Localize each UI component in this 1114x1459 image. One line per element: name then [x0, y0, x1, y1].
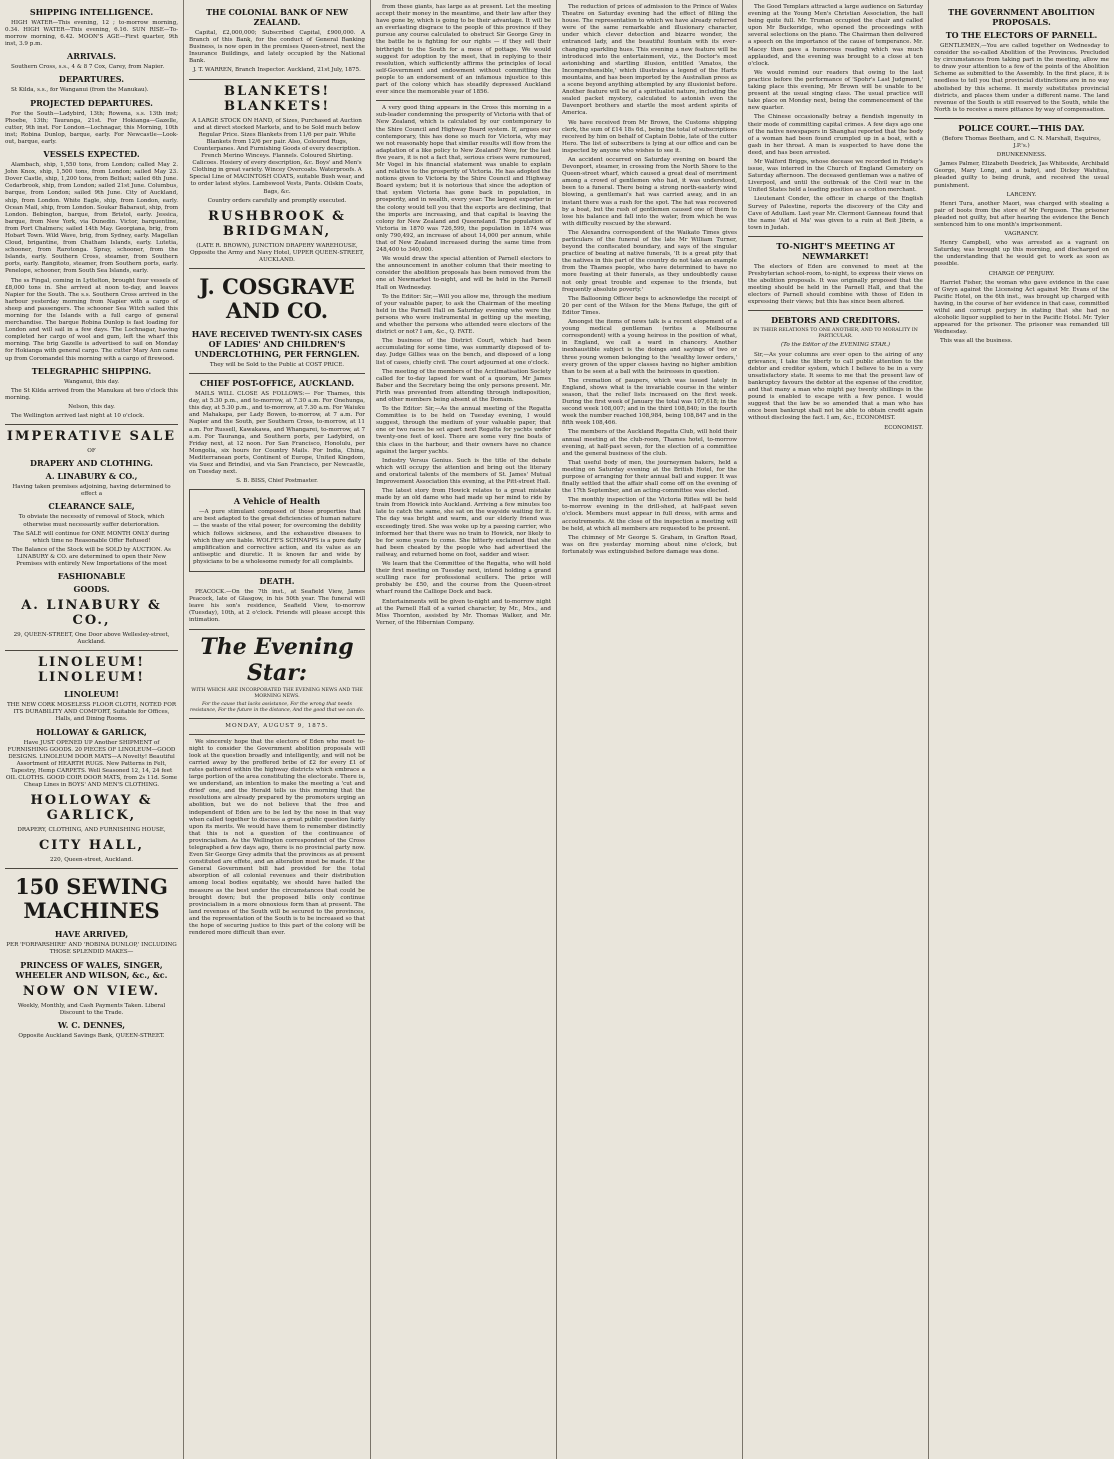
article-singing-class: We would remind our readers that owing to the last practice before the performance of 'Spohr's Last Judgment,' taking place this evening, Mr Brown will be unable to be present at the usual singing class. The usual practice will take place on Monday next, being the commencement of the new quarter. — [748, 69, 923, 112]
sewing-payments: Weekly, Monthly, and Cash Payments Taken. Liberal Discount to the Trade. — [17, 1002, 166, 1016]
projected-heading: PROJECTED DEPARTURES. — [30, 97, 153, 108]
vessels-heading: VESSELS EXPECTED. — [43, 149, 140, 160]
ad-text-3: The SALE will continue for ONE MONTH ONLY during which time no Reasonable Offer Refused! — [13, 530, 170, 544]
debtors-subheading: IN THEIR RELATIONS TO ONE ANOTHER, AND TO MORALITY IN PARTICULAR. — [753, 328, 918, 340]
holloway-name: HOLLOWAY & GARLICK, — [36, 726, 147, 737]
blankets-note: Country orders carefully and promptly executed. — [207, 197, 347, 204]
cosgrave-note: They will be Sold to the Public at COST PRICE. — [209, 361, 345, 368]
drunkenness-heading: DRUNKENNESS. — [996, 152, 1047, 159]
linoleum-heading: LINOLEUM! LINOLEUM! — [38, 655, 145, 686]
vagrancy-text: Henry Campbell, who was arrested as a vagrant on Saturday, was brought up this morning, and discharged on the understanding that he would get to work as soon as possible. — [934, 240, 1109, 268]
linoleum-text: THE NEW CORK MOSELESS FLOOR CLOTH, NOTED FOR ITS DURABILITY AND COMFORT, Suitable for Offices, Halls, and Dining Rooms. — [6, 702, 177, 723]
article-sculling: We learn that the Committee of the Regatta, who will hold their first meeting on Tuesday next, intend holding a grand sculling race for professional scullers. The prize will probably be £50, and the course from the Queen-street wharf round the Calliope Dock and back. — [376, 561, 551, 596]
column-3 — [371, 0, 557, 1459]
city-hall-address: 220, Queen-street, Auckland. — [49, 857, 133, 864]
telegraphic: The St Kilda arrived from the Manukau at two o'clock this morning. — [5, 387, 178, 401]
electors-parnell-heading: TO THE ELECTORS OF PARNELL. — [945, 30, 1098, 40]
column-5 — [743, 0, 929, 1459]
perjury-heading: CHARGE OF PERJURY. — [988, 270, 1055, 277]
police-court-bench: (Before Thomas Beetham, and C. N. Marshall, Esquires, J.P.'s.) — [942, 135, 1101, 150]
fashionable-heading: FASHIONABLE — [57, 571, 126, 582]
drapery-heading: DRAPERY AND CLOTHING. — [30, 458, 153, 469]
linabury-name: A. LINABURY & CO., — [45, 471, 138, 482]
article-good-templars: The Good Templars attracted a large audience on Saturday evening at the Young Men's Christian Association, the hall being quite full. Mr. Truman occupied the chair and called upon Mr Buckeridge, who opened the proceedings with several selections on the piano. The Chairman then delivered a speech on the importance of the cause of temperance. Mr. Macey then gave a humorous reading which was much applauded, and the evening was brought to a close at ten o'clock. — [748, 4, 923, 67]
linabury-name-2: A. LINABURY & CO., — [21, 598, 162, 629]
linabury-address: 29, QUEEN-STREET, One Door above Wellesley-street, Auckland. — [13, 632, 170, 646]
article-fund: We have received from Mr Brown, the Customs shipping clerk, the sum of £14 18s 6d., being the total of subscriptions received by him on behalf of Captain Dobie, late of the cutter Hero. The list of subscribers is lying at our office and can be inspected by anyone who wishes to see it. — [562, 119, 737, 154]
divider — [748, 310, 923, 311]
divider — [189, 734, 365, 735]
post-office-text: MAILS WILL CLOSE AS FOLLOWS:— For Thames, this day, at 5.30 p.m., and to-morrow, at 7.30 a.m. For Onehunga, this day, at 5.30 p.m., and to-morrow, at 7.30 a.m. For Waiuku and Mahakapa, per Lady Bowen, to-morrow, at 7 a.m. For Napier and the South, per Southern Cross, to-morrow, at 11 a.m. For Russell, Kawakawa, and Whangarei, to-morrow, at 7 a.m. For Tauranga, and Southern ports, per Ladybird, on Friday next, at 12 noon. For San Francisco, Honolulu, per Mongolia, six hours for Country Mails. For India, China, Mediterranean ports, Continent of Europe, United Kingdom, via Suez and Brindisi, and via San Francisco, per Newcastle, on Tuesday next. — [189, 391, 365, 476]
article-entertainment: Entertainments will be given to-night and to-morrow night at the Parnell Hall of a varied character, by Mr., Mrs., and Miss Thornton, assisted by Mr. Thomas Walker, and Mr. Verner, of the Hibernian Company. — [376, 598, 551, 626]
meeting-text: The electors of Eden are convened to meet at the Presbyterian school-room, to-night, to express their views on the abolition proposals. It was originally proposed that the meeting should be held in the Parnell Hall, and that the electors of Parnell should combine with those of Eden in expressing their views; but this has since been altered. — [748, 263, 923, 306]
article-victoria: A very good thing appears in the Cross this morning in a sub-leader condemning the prosperity of Victoria with that of New Zealand, which is calculated by our contemporary to the Shire Council and Highway Board system. If, argues our contemporary, this has done so much for Victoria, why may we not reasonably hope that similar results will flow from the adaptation of a like policy to New Zealand? Now, for the last five years, it is not a fact that, serious crises were rumoured, Mr Vogel in his financial statement was unable to explain and relative to the prosperity of Victoria. He has adopted the notions given to Victoria by the Shire Council and Highway Board system; but it is notorious that since the adoption of that system Victoria has gone back in population, in prosperity, and in wealth, every year. The largest exporter in the colony would tell you that the exports are declining, that the imports are increasing, and that capital is leaving the colony for New Zealand and Queensland. The population of Victoria in 1870 was 726,599, the population in 1874 was only 790,492, an increase of about 14,000 per annum, while that of New Zealand increased during the same time from 248,400 to 340,000. — [376, 105, 551, 254]
article-bakers: That useful body of men, the journeymen bakers, held a meeting on Saturday evening at the British Hotel, for the purpose of arranging for their annual ball and supper. It was finally settled that the affair shall come off on the evening of the 17th September, and an acting-committee was elected. — [562, 459, 737, 495]
issue-date: MONDAY, AUGUST 9, 1875. — [225, 722, 329, 729]
telegraphic2-place: Nelson, this day. — [68, 403, 115, 410]
ad-text-4: The Balance of the Stock will be SOLD by AUCTION. As LINABURY & CO. are determined to open their New Premises with entirely New Importations of the most — [12, 546, 171, 567]
article-steamer: An accident occurred on Saturday evening on board the Devonport, steamer, in crossing from the North Shore to the Queen-street wharf, which caused a great deal of merriment among a crowd of gentlemen who had, it was understood, been to a funeral. There being a strong north-easterly wind blowing, a gentleman's hat was carried away, and in an instant there was a rush for the spot. The hat was recovered by a boat, but the rush of gentlemen caused one of them to lose his balance and fall into the water, from which he was with difficulty rescued by the steward. — [562, 156, 737, 227]
telegraphic2: The Wellington arrived last night at 10 o'clock. — [11, 413, 145, 420]
divider — [5, 868, 178, 869]
bank-signature: J. T. WARREN, Branch Inspector. Auckland, 21st July, 1875. — [193, 67, 361, 74]
leading-article: We sincerely hope that the electors of Eden who meet to-night to consider the Government abolition proposals will look at the question broadly and intelligently, and will not be carried away by the proffered bribe of £2 for every £1 of rates gathered within the highway districts which embrace a large portion of the area constituting the electorate. There is, we understand, an intention to make the meeting a 'cut and dried' one, and the Herald tells us this morning that the resolutions are already prepared by the promoters urging an abolition, but we do not believe that the free and independent of Eden are to be led by the nose in that way when called together to discuss a great public question fairly upon its merits. We would have them to remember distinctly that this is not a question of the continuance of provincialism. As the Wellington correspondent of the Cross telegraphed a few days ago, there is no provincial party now. Even Sir George Grey admits that the provinces as at present constituted are effete, and an alteration must be made. If the General Government bill had provided for the total absorption of all colonial revenues and their distribution among local bodies equitably, we should have hailed the measure as the best under the circumstances that could be brought down; but the proposed bills only continue provincialism in a more obnoxious form than at present. The land revenues of the South will be secured to the provinces, and the representation of the South is to be increased so that the hope of securing justice to this part of the colony will be rendered more difficult than ever. — [189, 738, 365, 937]
shipping-notes: The ss Fingal, coming in Lyttelton, brought four vessels of £8,000 tons in. She arrived at noon to-day, and leaves Napier for the South. The s.s. Southern Cross arrived in the harbour yesterday morning from Napier with a cargo of sheep and passengers. The schooner Sea Witch sailed this morning for the Islands with a full cargo of general merchandise. The barque Robina Dunlop is fast loading for London and will sail in a few days. The Lochnagar, having completed her cargo of wool and gum, left the wharf this morning. The brig Gazelle is advertised to sail on Monday for Hokianga with general cargo. The cutter Mary Ann came up from Coromandel this morning with a cargo of firewood. — [5, 277, 178, 362]
vehicle-of-health-box — [189, 489, 365, 572]
column-4 — [557, 0, 743, 1459]
departures: St Kilda, s.s., for Wanganui (from the Manukau). — [11, 87, 149, 94]
article-district-court: The business of the District Court, which had been accumulating for some time, was summarily disposed of to-day. Judge Gillies was on the bench, and disposed of a long list of cases, chiefly civil. The court adjourned at one o'clock. — [376, 338, 551, 366]
divider — [748, 236, 923, 237]
telegraphic-place: Wanganui, this day. — [63, 378, 120, 385]
article-walford-briggs: Mr Walford Briggs, whose decease we recorded in Friday's issue, was interred in the Church of England Cemetery on Saturday afternoon. The deceased gentleman was a native of Liverpool, and until the outbreak of the Civil war in the United States held a leading position as a cotton merchant. — [748, 158, 923, 194]
divider — [189, 268, 365, 269]
abolition-letter: GENTLEMEN,—You are called together on Wednesday to consider the so-called Abolition of the Provinces. Precluded by circumstances from taking part in the meeting, allow me to draw your attention to a few of the points of the Abolition Scheme as submitted to the Assembly. In the first place, it is needless to tell you that provincial distinctions are in no way abolished by this scheme. It merely substitutes provincial districts, and places them under a different name. The land revenue of the South is still reserved to the South, while the North is to receive a mere pittance by way of compensation. — [934, 43, 1109, 113]
now-on-view-heading: NOW ON VIEW. — [22, 983, 161, 999]
tides: HIGH WATER—This evening, 12 ; to-morrow morning, 0.34. HIGH WATER—This evening, 6.16. SUN RISE—To-morrow morning, 6.42. MOON'S AGE—First quarter, 9th inst, 3.9 p.m. — [5, 20, 178, 48]
bank-heading: THE COLONIAL BANK OF NEW ZEALAND. — [206, 7, 348, 27]
vessels: Alambach, ship, 1,550 tons, from London; called May 2. John Knox, ship, 1,500 tons, from London; sailed May 23. Dover Castle, ship, 1,200 tons, from Belfast; sailed 6th June. Cedarbrook, ship, from London; sailed 21st June. Columbus, barque, from London; sailed 9th June. City of Auckland, ship, from London. White Eagle, ship, from London, early. Ocean Mail, ship, from London. Soukar Babaraut, ship, from London. Bebington, barque, from Bristol, early. Jessica, barque, from New York, via Dunedin. Victor, barquentine, from Port Chalmers; sailed 14th May. Georgiana, brig, from Hobart Town. Wild Wave, brig, from Sydney, early. Magellan Cloud, brigantine, from Chatham Islands, early. Lutetia, schooner, from Rarotonga. Spray, schooner, from the Islands, early. Southern Cross, steamer, from Southern ports, early. Rangitoto, steamer, from Southern ports, early. Penelope, schooner, from South Sea Islands, early. — [5, 162, 178, 275]
post-office-heading: CHIEF POST-OFFICE, AUCKLAND. — [199, 378, 355, 389]
article-chinese: The Chinese occasionally betray a fiendish ingenuity in their mode of committing capital crimes. A few days ago one of the native newspapers in Shanghai reported that the body of a woman had been found crumpled up in a boat, with a gash in her throat. A man is suspected to have done the deed, and has been arrested. — [748, 114, 923, 156]
debtors-to-editor: (To the Editor of the EVENING STAR.) — [780, 342, 891, 349]
sewing-machines-heading: 150 SEWING MACHINES — [15, 874, 168, 924]
divider — [189, 629, 365, 630]
column-2 — [184, 0, 371, 1459]
perjury-text: Harriet Fisher, the woman who gave evidence in the case of Gwyn against the Licensing Act against Mr. Evans of the Pacific Hotel, on the 6th inst., was brought up charged with having, in the course of her evidence in that case, committed wilful and corrupt perjury in stating that she had no alcoholic liquor supplied to her in the Pacific Hotel. Mr. Tyler appeared for the prisoner. The prisoner was remanded till Wednesday. — [934, 279, 1109, 336]
bank-text: Capital, £2,000,000; Subscribed Capital, £900,000. A Branch of this Bank, for the conduct of General Banking Business, is now open in the premises Queen-street, next the Insurance Buildings, and lately occupied by the National Bank. — [189, 30, 365, 65]
divider — [5, 650, 178, 651]
telegraphic-heading: TELEGRAPHIC SHIPPING. — [31, 365, 152, 376]
departures-heading: DEPARTURES. — [58, 74, 125, 85]
article-adullam: Lieutenant Conder, the officer in charge of the English Survey of Palestine, reports the discovery of the City and Cave of Adullam. Last year Mr. Clermont Ganneau found that the name 'Aid el Ma' was given to a ruin at Beit Jibrin, a town in Judah. — [748, 196, 923, 231]
imperative-sale-heading: IMPERATIVE SALE — [6, 429, 177, 445]
ad-text-2: To obviate the necessity of removal of Stock, which otherwise must necessarily suffer deterioration. — [18, 514, 165, 528]
debtors-letter: Sir,—As your columns are ever open to the airing of any grievance, I take the liberty to call public attention to the debtor and creditor system, which I believe to be in a very unsatisfactory state. It seems to me that the present law of bankruptcy favours the debtor at the expense of the creditor, and that many a man who might pay twenty shillings in the pound is enabled to escape with a few pence. I would suggest that the law be so amended that a man who has once been bankrupt shall not be able to obtain credit again without disclosing the fact. I am, &c., ECONOMIST. — [748, 351, 923, 422]
linoleum-subheading: LINOLEUM! — [64, 689, 119, 700]
linoleum-text-2: Have JUST OPENED UP Another SHIPMENT of FURNISHING GOODS. 20 PIECES OF LINOLEUM—GOOD DESIGNS. LINOLEUM DOOR MATS—A Novelty! Beautiful Assortment of HEARTH RUGS. New Patterns in Felt, Tapestry, Hemp CARPETS. Well Seasoned 12, 14, 24 feet OIL CLOTHS. GOOD COIR DOOR MATS, from 2s 11d. Some Cheap Lines in BOYS' AND MEN'S CLOTHING. — [5, 739, 178, 789]
shipping-heading: SHIPPING INTELLIGENCE. — [29, 7, 154, 17]
of-label: OF — [87, 448, 96, 455]
masthead-motto: For the cause that lacks assistance, For the wrong that needs resistance, For the future in the distance, And the good that we can do. — [189, 701, 365, 713]
rushbrook-name: RUSHBROOK & BRIDGMAN, — [208, 208, 346, 239]
closing-line: This was all the business. — [940, 338, 1013, 345]
clearance-heading: CLEARANCE SALE, — [48, 501, 135, 512]
blankets-text: A LARGE STOCK ON HAND, of Sizes, Purchased at Auction and at direct stocked Markets, and to be Sold much below Regular Price. Sizes Blankets from 11/6 per pair. White Blankets from 12/6 per pair. Also, Coloured Rugs, Counterpanes. And Furnishing Goods of every description. French Merino Winceys. Flannels. Coloured Shirting. Calicoes. Hosiery of every description, &c. Boys' and Men's Clothing in great variety. Wincey Overcoats. Waterproofs. A Special Line of MACINTOSH COATS, suitable Bush wear, and to order latest styles. Lambswool Vests, Pants. Oilskin Coats, Bags, &c. — [189, 117, 365, 195]
abolition-heading: THE GOVERNMENT ABOLITION PROPOSALS. — [948, 7, 1095, 27]
divider — [189, 718, 365, 719]
article-electors: We would draw the special attention of Parnell electors to the announcement in another column that their meeting to consider the abolition proposals has been removed from the one at Newmarket to-night, and will be held in the Parnell Hall on Wednesday. — [376, 256, 551, 291]
blankets-heading: BLANKETS! BLANKETS! — [223, 83, 331, 114]
article-alexandra: The Alexandra correspondent of the Waikato Times gives particulars of the funeral of the late Mr William Turner, beyond the confiscated boundary, and says of the singular practice of beating at native funerals, 'It is a great pity that the natives in this part of the country do not take an example from the Thames people, who have determined to have no more feasting at their funerals, as they undoubtedly cause not only great trouble and expense to the friends, but frequently absolute poverty.' — [562, 229, 737, 293]
dennes-address: Opposite Auckland Savings Bank, QUEEN-STREET. — [18, 1032, 165, 1039]
larceny-text: Henri Tura, another Maori, was charged with stealing a pair of boots from the store of Mr Ferguson. The prisoner pleaded not guilty, but after hearing the evidence the Bench sentenced him to one month's imprisonment. — [934, 200, 1109, 228]
vehicle-heading: A Vehicle of Health — [233, 496, 321, 507]
article-ballooning: The Ballooning Officer begs to acknowledge the receipt of 20 per cent of the Wilson for the Mens Refuge, the gift of Editor Times. — [562, 295, 737, 316]
article-elopement: Amongst the items of news talk is a recent elopement of a young medical gentleman (writes a Melbourne correspondent) with a young heiress in the position of what, in England, we call a ward in chancery. Another inexhaustible subject is the doings and sayings of two or three young women belonging to the 'wealthy lower orders,' every grown of the upper classes having no higher ambition than to be seen at a ball with the heiresses in question. — [562, 319, 737, 375]
goods-heading: GOODS. — [73, 584, 110, 595]
sewing-arrived: HAVE ARRIVED, — [54, 929, 129, 940]
post-office-signature: S. B. BISS, Chief Postmaster. — [236, 478, 318, 485]
divider — [5, 424, 178, 425]
debtors-signature: ECONOMIST. — [884, 424, 923, 431]
masthead-subtitle: WITH WHICH ARE INCORPORATED THE EVENING NEWS AND THE MORNING NEWS. — [191, 687, 363, 699]
column-1 — [0, 0, 184, 1459]
divider — [934, 118, 1109, 119]
divider — [376, 100, 551, 101]
debtors-heading: DEBTORS AND CREDITORS. — [771, 315, 900, 326]
article-theatre: The reduction of prices of admission to the Prince of Wales Theatre on Saturday evening had the effect of filling the house. The representation to which we have already referred were of the same remarkable and illusionary character, under which clever detection and bizarre wonder, the entranced lady, and the beautiful fountain with its ever-changing sparkling hues. This evening a new feature will be introduced into the entertainment, viz., the Doctor's most astonishing and startling illusion, entitled 'Amatos, the Incomprehensible,' which illustrates a legend of the Harts mountains, and has been imported by the Australian press as a scene beyond anything attempted by any illusionist before. Another feature will be of a spiritualist nature, including the sealed packet mystery, calculated to astonish even the Davenport brothers and startle the most ardent spirits of America. — [562, 4, 737, 117]
cosgrave-subheading: HAVE RECEIVED TWENTY-SIX CASES OF LADIES' AND CHILDREN'S UNDERCLOTHING, PER FERNGLEN. — [191, 328, 363, 359]
holloway-name-2: HOLLOWAY & GARLICK, — [30, 793, 153, 824]
divider — [189, 373, 365, 374]
sewing-text: PER 'FORFARSHIRE' AND 'ROBINA DUNLOP,' INCLUDING THOSE SPLENDID MAKES— — [6, 942, 177, 956]
ad-text-1: Having taken premises adjoining, having determined to effect a — [12, 484, 171, 498]
larceny-heading: LARCENY. — [1006, 191, 1037, 198]
death-heading: DEATH. — [259, 576, 295, 587]
sewing-makes: PRINCESS OF WALES, SINGER, WHEELER AND WILSON, &c., &c. — [15, 959, 168, 980]
police-court-heading: POLICE COURT.—THIS DAY. — [958, 122, 1085, 133]
article-howick: The latest story from Howick relates to a great mistake made by an old dame who had made up her mind to ride by train from Howick into Auckland. Arriving a few minutes too late to catch the same, she sat on the wayside waiting for it. The day was bright and warm, and our elderly friend was exceedingly tired. She was woke up by a passing carrier, who informed her that there was no train to Howick, nor likely to be for some years to come. She bitterly exclaimed that she had been cheated by the people who had advertised the railway, and returned home on foot, sadder and wiser. — [376, 488, 551, 558]
article-letter: To the Editor: Sir,—Will you allow me, through the medium of your valuable paper, to ask the Chairman of the meeting held in the Parnell Hall on Saturday evening who were the persons who were instrumental in getting up the meeting, and whether the persons who attended were electors of the district or not? I am, &c., Q. FATE. — [376, 293, 551, 336]
projected: For the South—Ladybird, 13th; Rowena, s.s. 13th inst; Phoebe, 13th; Tauranga, 21st. For Hokianga—Gazelle, cutter, 9th inst. For London—Lochnagar, this Morning, 10th inst; Robina Dunlop, barque, early. For Newcastle—Look-out, barque, early. — [5, 110, 178, 145]
article-acclimatisation: The meeting of the members of the Acclimatisation Society called for to-day lapsed for want of a quorum, Mr James Baber and the Secretary being the only persons present. Mr. Firth was prevented from attending through indisposition, and other members being absent at the Domain. — [376, 368, 551, 403]
article-rifles: The monthly inspection of the Victoria Rifles will be held to-morrow evening in the drill-shed, at half-past seven o'clock. Members must appear in full dress, with arms and accoutrements. At the close of the inspection a meeting will be held, at which all members are requested to be present. — [562, 497, 737, 532]
column-6 — [929, 0, 1114, 1459]
death-text: PEACOCK.—On the 7th inst., at Seafield View, James Peacock, late of Glasgow, in his 50th year. The funeral will leave his son's residence, Seafield View, to-morrow (Tuesday), 10th, at 2 o'clock. Friends will please accept this intimation. — [189, 589, 365, 624]
city-hall-heading: CITY HALL, — [38, 838, 145, 854]
article-regatta-letter: To the Editor: Sir,—As the annual meeting of the Regatta Committee is to be held on Tuesday evening, I would suggest, through the medium of your valuable paper, that one or two races be set apart next Regatta for yachts under twenty-one feet of keel. There are some very fine boats of this class in the harbour, and their owners have no chance against the larger yachts. — [376, 406, 551, 455]
article-chimney: The chimney of Mr George S. Graham, in Grafton Road, was on fire yesterday morning about nine o'clock, but fortunately was extinguished before damage was done. — [562, 534, 737, 555]
arrivals-heading: ARRIVALS. — [67, 51, 116, 62]
drunkenness-text: James Palmer, Elizabeth Deedrick, Jas Whiteside, Archibald George, Mary Long, and a babyl, and Dickey Wahitua, pleaded guilty to being drunk, and received the usual punishment. — [934, 161, 1109, 189]
meeting-heading: TO-NIGHT'S MEETING AT NEWMARKET! — [776, 240, 895, 261]
dennes-name: W. C. DENNES, — [57, 1019, 126, 1030]
rushbrook-subheading: (LATE R. BROWN), JUNCTION DRAPERY WAREHOUSE, Opposite the Army and Navy Hotel, UPPER QUEEN-STREET, AUCKLAND. — [190, 242, 364, 263]
holloway-subheading: DRAPERY, CLOTHING, AND FURNISHING HOUSE, — [17, 827, 166, 834]
vehicle-text: —A pure stimulant composed of those properties that are best adapted to the great deficiencies of human nature — the waste of the vital power, for overcoming the debility which follows sickness, and the exhaustive diseases to which they are liable. WOLFE'S SCHNAPPS is a pure daily amplification and corrective action, and its value as an antiseptic and diuretic. It is known far and wide by physicians to be a wholesome remedy for all complaints. — [193, 509, 361, 565]
vagrancy-heading: VAGRANCY. — [1004, 231, 1039, 238]
cosgrave-heading: J. COSGRAVE AND CO. — [199, 273, 355, 323]
article-top: from these giants, has large as at present. Let the meeting accept their money in the meantime, and their law after they have gone by, which is going to be their advantage. It will be an everlasting disgrace to the people of this province if they pursue any course calculated to obstruct Sir George Grey in the battle he is fighting for our rights — if they sell their birthright to the South for a mess of pottage. We would suggest for adoption by the meet, that in replying to their resolution, which sufficiently affirms the principles of local self-Government and endowment without committing the people to an endorsement of an infamous injustice to this part of the colony which has steadily depressed Auckland ever since the memorable year of 1856. — [376, 4, 551, 96]
arrivals: Southern Cross, s.s., 4 & 8 7 Cox, Carey, from Napier. — [11, 64, 165, 71]
divider — [189, 79, 365, 80]
article-debate: Industry Versus Genius. Such is the title of the debate which will occupy the attention and bring out the literary and oratorical talents of the members of St. James' Mutual Improvement Association this evening, at the Pitt-street Hall. — [376, 457, 551, 485]
article-regatta-club: The members of the Auckland Regatta Club, will hold their annual meeting at the club-room, Thames hotel, to-morrow evening, at half-past seven, for the election of a committee and the general business of the club. — [562, 429, 737, 457]
masthead-title: The Evening Star: — [200, 633, 354, 686]
article-paupers: The cremation of paupers, which was issued lately in England, shows what is the invariable course in the winter season, that the relief lists increased on the first week. During the first week of January the total was 107,618; in the second week 108,007; and in the third 108,840; in the fourth week the number reached 108,984, being 108,847 and in the fifth week 108,466. — [562, 377, 737, 427]
